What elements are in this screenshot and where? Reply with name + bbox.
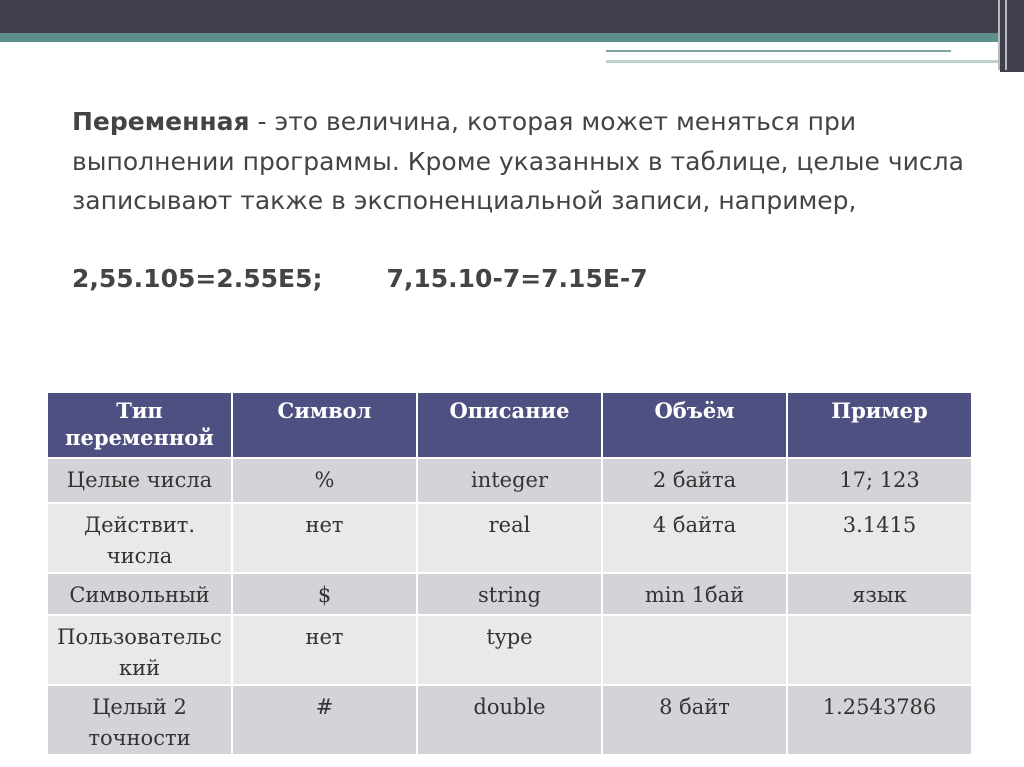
cell-description: real [417,503,602,573]
table-row [47,573,972,615]
cell-symbol: % [232,458,417,503]
cell-symbol: $ [232,573,417,615]
cell-size: 2 байта [602,458,787,503]
cell-symbol: нет [232,615,417,685]
right-decor-line [1005,0,1007,70]
definition-text: - это величина, которая может меняться при выполнении программы. Кроме указанных в таблице, целые числа записывают также в экспоненциальной записи, например, [72,107,964,215]
cell-type: Действит. числа [47,503,232,573]
cell-type: Символьный [47,573,232,615]
cell-example: 1.2543786 [787,685,972,755]
variable-types-table [46,391,973,756]
right-decor-line [998,0,1000,70]
header-description: Описание [417,392,602,458]
decor-line [606,50,951,52]
cell-description: integer [417,458,602,503]
decor-line [606,60,1000,63]
cell-example: 3.1415 [787,503,972,573]
formula-line [72,264,648,293]
table-row [47,685,972,755]
formula-2: 7,15.10-7=7.15E-7 [386,264,648,293]
header-type: Тип переменной [47,392,232,458]
header-size: Объём [602,392,787,458]
cell-type: Целый 2 точности [47,685,232,755]
right-decor-block [1000,0,1024,72]
top-decor-bar [0,0,1000,33]
table-row [47,458,972,503]
table-row [47,615,972,685]
header-symbol: Символ [232,392,417,458]
table-row [47,503,972,573]
cell-size: 4 байта [602,503,787,573]
header-example: Пример [787,392,972,458]
intro-paragraph [72,102,972,221]
cell-size: min 1бай [602,573,787,615]
cell-description: double [417,685,602,755]
cell-size: 8 байт [602,685,787,755]
cell-example: язык [787,573,972,615]
table-header-row [47,392,972,458]
cell-example [787,615,972,685]
term-variable: Переменная [72,107,250,136]
cell-symbol: нет [232,503,417,573]
cell-example: 17; 123 [787,458,972,503]
teal-decor-stripe [0,33,1000,42]
cell-description: type [417,615,602,685]
cell-type: Пользовательс кий [47,615,232,685]
cell-symbol: # [232,685,417,755]
cell-type: Целые числа [47,458,232,503]
cell-size [602,615,787,685]
cell-description: string [417,573,602,615]
formula-1: 2,55.105=2.55E5; [72,264,323,293]
